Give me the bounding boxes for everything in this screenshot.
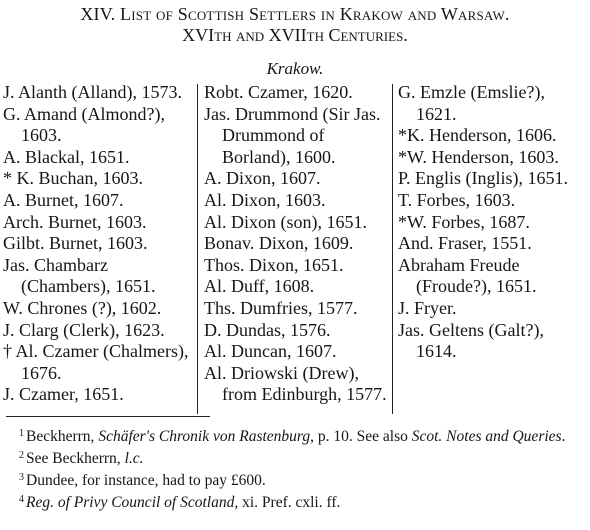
- settler-entry: T. Forbes, 1603.: [398, 189, 516, 210]
- footnote-citation-title: Reg. of Privy Council of Scotland: [26, 494, 235, 511]
- footnote-citation-title: l.c.: [124, 450, 144, 467]
- settler-entry: Jas. Geltens (Galt?), 1614.: [398, 319, 544, 362]
- settler-entry: J. Czamer, 1651.: [3, 384, 124, 405]
- settler-entry: Bonav. Dixon, 1609.: [204, 233, 354, 254]
- footnote-marker: 2: [19, 450, 24, 461]
- title-text: List of Scottish Settlers in Krakow and Warsaw.: [120, 4, 510, 24]
- page-title: [0, 3, 590, 25]
- settler-entry: * K. Buchan, 1603.: [3, 168, 143, 189]
- settler-entry: *W. Forbes, 1687.: [398, 211, 530, 232]
- settler-entry: G. Amand (Almond?), 1603.: [3, 103, 165, 146]
- settler-entry: Jas. Chambarz (Chambers), 1651.: [3, 254, 156, 297]
- settler-entry: A. Dixon, 1607.: [204, 168, 321, 189]
- footnote-citation-title: Schäfer's Chronik von Rastenburg: [98, 428, 311, 445]
- settler-column-3: [398, 82, 588, 363]
- footnote-2: [5, 446, 587, 468]
- settler-entry: Al. Duff, 1608.: [204, 276, 315, 297]
- footnote-marker: 1: [19, 428, 24, 439]
- settler-entry: Abraham Freude (Froude?), 1651.: [398, 254, 537, 297]
- settler-column-2: [204, 82, 390, 406]
- footnote-text: , xi. Pref. cxli. ff.: [234, 494, 341, 511]
- settler-entry: Al. Duncan, 1607.: [204, 341, 337, 362]
- settler-entry: Jas. Drummond (Sir Jas. Drummond of Borland), 1600.: [204, 103, 381, 167]
- settler-entry: *K. Henderson, 1606.: [398, 125, 557, 146]
- footnote-citation-title: Scot. Notes and Queries: [411, 428, 562, 445]
- settler-entry: Gilbt. Burnet, 1603.: [3, 233, 148, 254]
- settler-entry: A. Blackal, 1651.: [3, 146, 130, 167]
- settler-column-1: [3, 82, 195, 406]
- settler-entry: Thos. Dixon, 1651.: [204, 254, 344, 275]
- settler-entry: And. Fraser, 1551.: [398, 233, 532, 254]
- settler-entry: J. Clarg (Clerk), 1623.: [3, 319, 165, 340]
- settler-entry: A. Burnet, 1607.: [3, 189, 124, 210]
- settler-entry: D. Dundas, 1576.: [204, 319, 331, 340]
- page-subtitle: XVIth and XVIIth Centuries.: [182, 25, 408, 45]
- footnote-1: [5, 424, 587, 446]
- column-divider: [392, 84, 393, 414]
- footnote-text: Dundee, for instance, had to pay £600.: [26, 472, 266, 489]
- settler-entry: Al. Dixon (son), 1651.: [204, 211, 367, 232]
- footnote-4: [5, 490, 587, 512]
- footnote-text: , p. 10. See also: [310, 428, 412, 445]
- settler-entry: Ths. Dumfries, 1577.: [204, 297, 358, 318]
- settler-entry: *W. Henderson, 1603.: [398, 146, 559, 167]
- column-divider: [197, 84, 198, 414]
- settler-entry: W. Chrones (?), 1602.: [3, 297, 162, 318]
- settler-entry: Al. Driowski (Drew), from Edinburgh, 1577.: [204, 362, 387, 405]
- footnote-text: Beckherrn,: [26, 428, 99, 445]
- footnotes: [5, 424, 587, 512]
- footnote-3: [5, 468, 587, 490]
- footnote-rule: [6, 416, 210, 417]
- footnote-text: See Beckherrn,: [26, 450, 125, 467]
- settler-entry: J. Fryer.: [398, 297, 457, 318]
- chapter-number: XIV.: [80, 4, 116, 24]
- footnote-marker: 4: [19, 494, 24, 505]
- section-heading-krakow: Krakow.: [266, 59, 324, 78]
- footnote-marker: 3: [19, 472, 24, 483]
- settler-entry: † Al. Czamer (Chalmers), 1676.: [3, 341, 189, 383]
- footnote-text: .: [561, 428, 566, 445]
- settler-entry: Al. Dixon, 1603.: [204, 189, 326, 210]
- settler-entry: P. Englis (Inglis), 1651.: [398, 168, 569, 189]
- settler-entry: Robt. Czamer, 1620.: [204, 82, 353, 102]
- settler-entry: Arch. Burnet, 1603.: [3, 211, 147, 232]
- settler-entry: G. Emzle (Emslie?), 1621.: [398, 82, 545, 124]
- settler-entry: J. Alanth (Alland), 1573.: [3, 82, 182, 102]
